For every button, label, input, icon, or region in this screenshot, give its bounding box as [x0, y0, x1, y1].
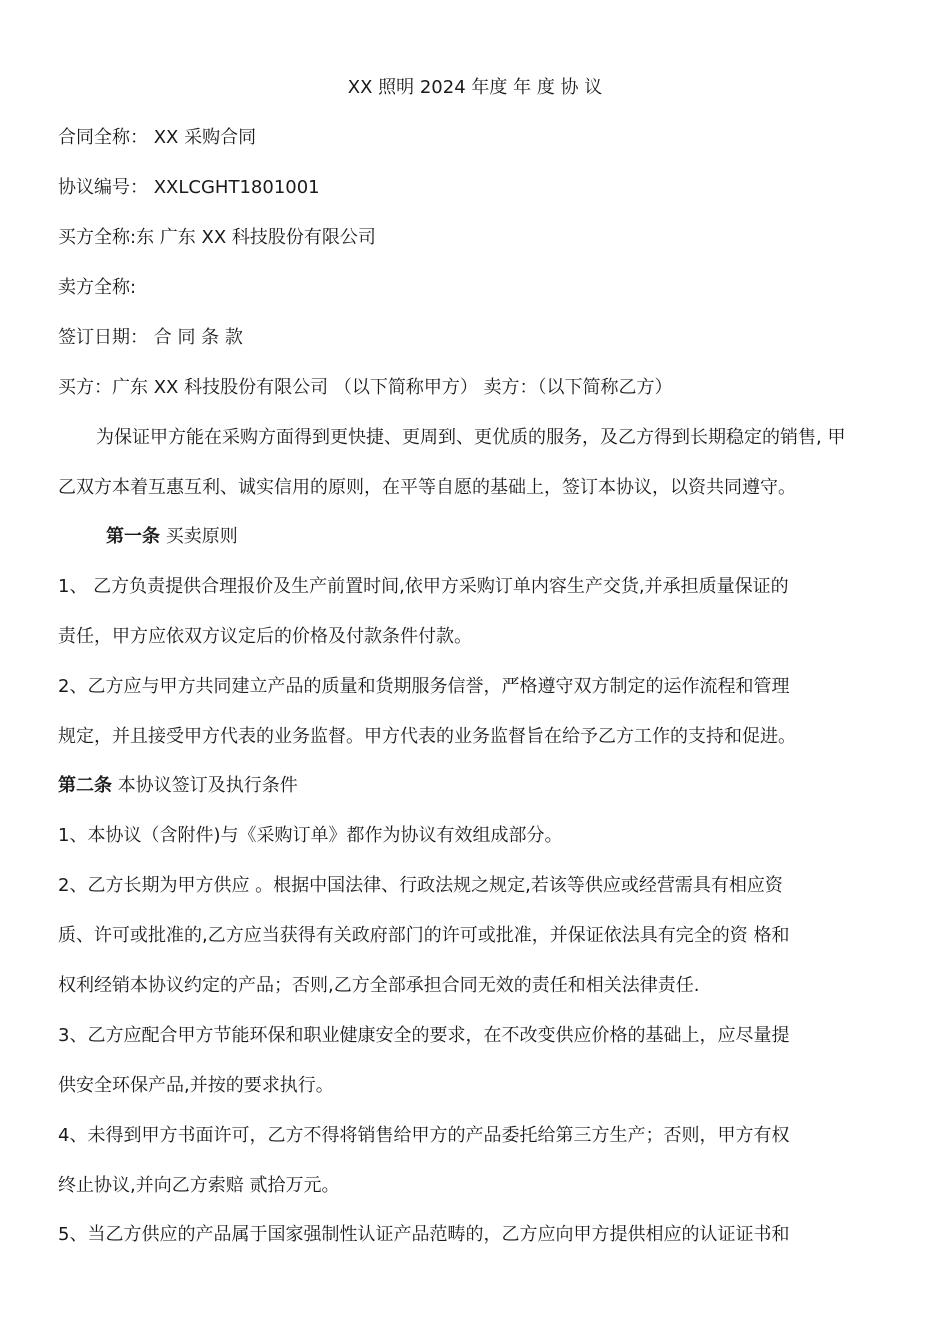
article-1-item-1-line-1: 1、 乙方负责提供合理报价及生产前置时间,依甲方采购订单内容生产交货,并承担质量保证的 — [58, 576, 789, 597]
article-2-label: 第二条 — [58, 775, 112, 796]
article-2-item-4-line-1: 4、未得到甲方书面许可，乙方不得将销售给甲方的产品委托给第三方生产；否则，甲方有权 — [58, 1125, 790, 1146]
article-2-item-3-line-2: 供安全环保产品,并按的要求执行。 — [58, 1075, 334, 1096]
article-2-item-1: 1、本协议（含附件)与《采购订单》都作为协议有效组成部分。 — [58, 825, 563, 846]
article-1-item-2-line-2: 规定，并且接受甲方代表的业务监督。甲方代表的业务监督旨在给予乙方工作的支持和促进。 — [58, 726, 796, 747]
buyer-full-name: 买方全称:东 广东 XX 科技股份有限公司 — [58, 227, 376, 248]
article-1-label: 第一条 — [106, 526, 160, 547]
document-title: XX 照明 2024 年度 年 度 协 议 — [347, 77, 603, 98]
sign-date: 签订日期： 合 同 条 款 — [58, 327, 243, 348]
article-1-item-1-line-2: 责任，甲方应依双方议定后的价格及付款条件付款。 — [58, 626, 472, 647]
seller-full-name: 卖方全称: — [58, 277, 137, 298]
parties-line: 买方：广东 XX 科技股份有限公司 （以下简称甲方） 卖方：（以下简称乙方） — [58, 377, 673, 398]
preamble-line-2: 乙双方本着互惠互利、诚实信用的原则，在平等自愿的基础上，签订本协议，以资共同遵守。 — [58, 477, 796, 498]
article-2-item-2-line-1: 2、乙方长期为甲方供应 。根据中国法律、行政法规之规定,若该等供应或经营需具有相应资 — [58, 875, 783, 896]
article-2-heading — [58, 774, 898, 798]
article-2-title: 本协议签订及执行条件 — [117, 775, 298, 796]
agreement-number: 协议编号： XXLCGHT1801001 — [58, 177, 320, 198]
article-2-item-4-line-2: 终止协议,并向乙方索赔 贰拾万元。 — [58, 1175, 340, 1196]
preamble-line-1: 为保证甲方能在采购方面得到更快捷、更周到、更优质的服务，及乙方得到长期稳定的销售, 甲 — [96, 427, 846, 448]
contract-name: 合同全称： XX 采购合同 — [58, 127, 257, 148]
article-2-item-3-line-1: 3、乙方应配合甲方节能环保和职业健康安全的要求，在不改变供应价格的基础上，应尽量提 — [58, 1025, 790, 1046]
article-1-title: 买卖原则 — [165, 526, 238, 547]
article-2-item-2-line-3: 权利经销本协议约定的产品；否则,乙方全部承担合同无效的责任和相关法律责任. — [58, 975, 700, 996]
article-2-item-2-line-2: 质、许可或批准的,乙方应当获得有关政府部门的许可或批准，并保证依法具有完全的资 格和 — [58, 925, 790, 946]
article-1-heading — [106, 525, 898, 549]
article-2-item-5-line-1: 5、当乙方供应的产品属于国家强制性认证产品范畴的，乙方应向甲方提供相应的认证证书和 — [58, 1224, 790, 1245]
article-1-item-2-line-1: 2、乙方应与甲方共同建立产品的质量和货期服务信誉，严格遵守双方制定的运作流程和管理 — [58, 676, 790, 697]
